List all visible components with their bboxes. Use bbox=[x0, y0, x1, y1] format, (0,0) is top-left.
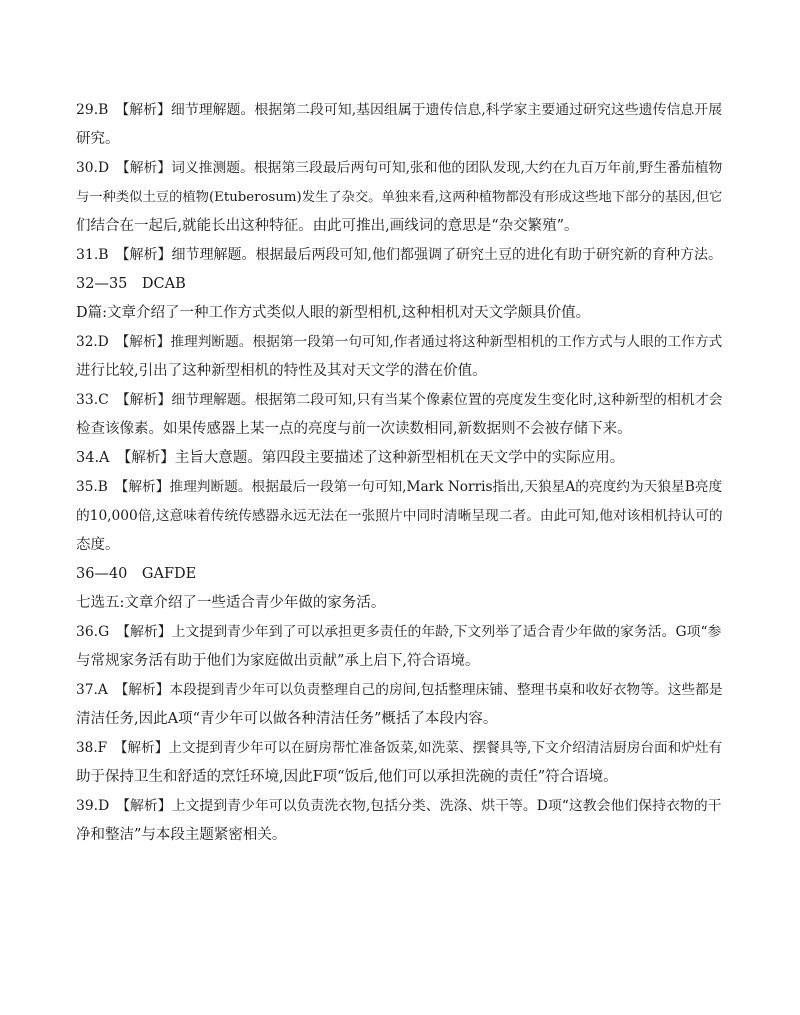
text-line: 37.A 【解析】本段提到青少年可以负责整理自己的房间,包括整理床铺、整理书桌和收好衣物等。这些都是 bbox=[76, 682, 723, 698]
text-line: 32.D 【解析】推理判断题。根据第一段第一句可知,作者通过将这种新型相机的工作方式与人眼的工作方式 bbox=[76, 334, 723, 350]
text-line: 研究。 bbox=[76, 131, 120, 147]
section-answers-36-40: 36—40 GAFDE bbox=[76, 566, 197, 582]
text-line: 33.C 【解析】细节理解题。根据第二段可知,只有当某个像素位置的亮度发生变化时,这种新型的相机才会 bbox=[76, 392, 723, 408]
text-line: 31.B 【解析】细节理解题。根据最后两段可知,他们都强调了研究土豆的进化有助于研究新的育种方法。 bbox=[76, 247, 722, 263]
text-line: 29.B 【解析】细节理解题。根据第二段可知,基因组属于遗传信息,科学家主要通过研究这些遗传信息开展 bbox=[76, 102, 723, 118]
text-line: 的10,000倍,这意味着传统传感器永远无法在一张照片中同时清晰呈现二者。由此可知,他对该相机持认可的 bbox=[76, 508, 723, 524]
text-line: 们结合在一起后,就能长出这种特征。由此可推出,画线词的意思是“杂交繁殖”。 bbox=[76, 218, 579, 234]
text-line: 34.A 【解析】主旨大意题。第四段主要描述了这种新型相机在天文学中的实际应用。 bbox=[76, 450, 625, 466]
text-line: 检查该像素。如果传感器上某一点的亮度与前一次读数相同,新数据则不会被存储下来。 bbox=[76, 421, 632, 437]
text-line: 39.D 【解析】上文提到青少年可以负责洗衣物,包括分类、洗涤、烘干等。D项“这教会他们保持衣物的干 bbox=[76, 798, 722, 814]
section-answers-32-35: 32—35 DCAB bbox=[76, 276, 186, 292]
text-line: 与一种类似土豆的植物(Etuberosum)发生了杂交。单独来看,这两种植物都没有形成这些地下部分的基因,但它 bbox=[76, 190, 723, 205]
section-seven-choose-five-summary: 七选五:文章介绍了一些适合青少年做的家务活。 bbox=[76, 595, 386, 611]
text-line: 进行比较,引出了这种新型相机的特性及其对天文学的潜在价值。 bbox=[76, 363, 487, 379]
text-line: 30.D 【解析】词义推测题。根据第三段最后两句可知,张和他的团队发现,大约在九百万年前,野生番茄植物 bbox=[76, 160, 723, 176]
text-line: 与常规家务活有助于他们为家庭做出贡献”承上启下,符合语境。 bbox=[76, 653, 480, 669]
text-line: 36.G 【解析】上文提到青少年到了可以承担更多责任的年龄,下文列举了适合青少年做的家务活。G项“参 bbox=[76, 624, 722, 640]
answer-explanations bbox=[76, 96, 726, 850]
text-line: 35.B 【解析】推理判断题。根据最后一段第一句可知,Mark Norris指出,天狼星A的亮度约为天狼星B亮度 bbox=[76, 479, 723, 495]
section-d-summary: D篇:文章介绍了一种工作方式类似人眼的新型相机,这种相机对天文学颇具价值。 bbox=[76, 305, 591, 321]
text-line: 态度。 bbox=[76, 537, 120, 553]
text-line: 助于保持卫生和舒适的烹饪环境,因此F项“饭后,他们可以承担洗碗的责任”符合语境。 bbox=[76, 769, 618, 785]
text-line: 净和整洁”与本段主题紧密相关。 bbox=[76, 827, 287, 843]
text-line: 38.F 【解析】上文提到青少年可以在厨房帮忙准备饭菜,如洗菜、摆餐具等,下文介绍清洁厨房台面和炉灶有 bbox=[76, 740, 723, 756]
text-line: 清洁任务,因此A项“青少年可以做各种清洁任务”概括了本段内容。 bbox=[76, 711, 498, 727]
